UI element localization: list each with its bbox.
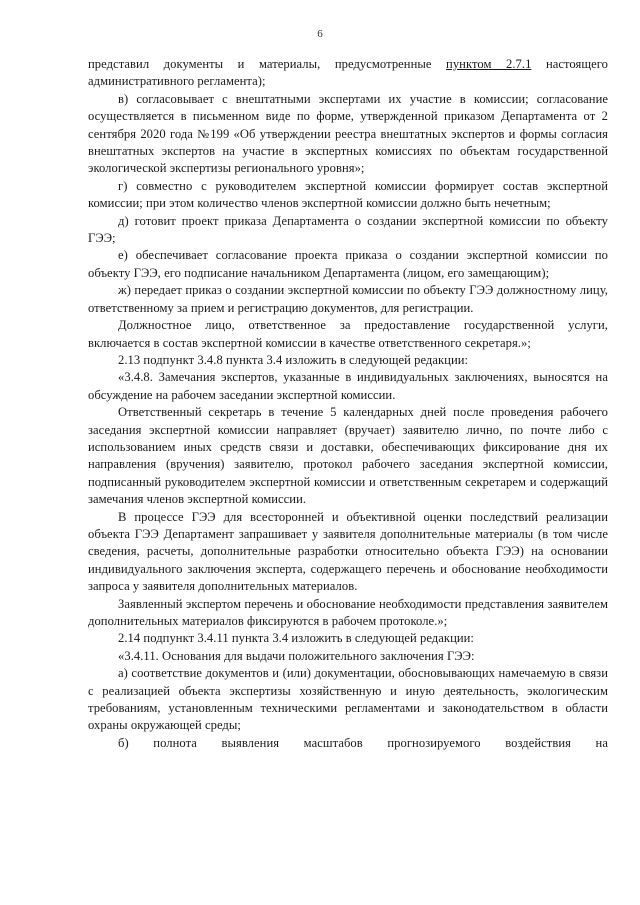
paragraph (88, 247, 608, 282)
paragraph-text: Заявленный экспертом перечень и обоснование необходимости представления заявителем дополнительных материалов фиксируются в рабочем протоколе.»; (88, 596, 608, 628)
paragraph (88, 282, 608, 317)
paragraph (88, 648, 608, 665)
paragraph-text: представил документы и материалы, предусмотренные (88, 57, 447, 71)
paragraph (88, 630, 608, 647)
paragraph (88, 178, 608, 213)
document-body (88, 56, 608, 752)
paragraph-text: Ответственный секретарь в течение 5 календарных дней после проведения рабочего заседания экспертной комиссии направляет (вручает) заявителю лично, по почте либо с использованием иных средств связи и доставки, обеспечивающих фиксирование дня их направления (вручения) заявителю, протокол рабочего заседания экспертной комиссии, подписанный руководителем экспертной комиссии и ответственным секретарем и содержащий замечания членов экспертной комиссии. (88, 405, 608, 507)
paragraph-text: Должностное лицо, ответственное за предоставление государственной услуги, включается в состав экспертной комиссии в качестве ответственного секретаря.»; (88, 318, 608, 350)
paragraph-text: «3.4.11. Основания для выдачи положительного заключения ГЭЭ: (118, 648, 475, 663)
paragraph-text: В процессе ГЭЭ для всесторонней и объективной оценки последствий реализации объекта ГЭЭ Департамент запрашивает у заявителя дополнительные материалы (в том числе сведения, расчеты, дополнительные разработки относительно объекта ГЭЭ) на основании индивидуального заключения эксперта, содержащего перечень и обоснование необходимости запроса у заявителя дополнительных материалов. (88, 509, 608, 594)
paragraph (88, 735, 608, 752)
paragraph-text: в) согласовывает с внештатными экспертами их участие в комиссии; согласование осуществляется в письменном виде по форме, утвержденной приказом Департамента от 2 сентября 2020 года №199 «Об утверждении реестра внештатных экспертов и формы согласия внештатных экспертов на участие в экспертных комиссиях по объектам государственной экологической экспертизы регионального уровня»; (88, 91, 608, 176)
paragraph (88, 56, 608, 91)
reference-link[interactable]: пунктом 2.7.1 (446, 57, 532, 71)
page-number: 6 (317, 28, 323, 40)
paragraph-text: б) полнота выявления масштабов прогнозируемого воздействия на (118, 735, 608, 750)
paragraph-text: 2.13 подпункт 3.4.8 пункта 3.4 изложить в следующей редакции: (118, 352, 469, 367)
paragraph-text: ж) передает приказ о создании экспертной комиссии по объекту ГЭЭ должностному лицу, ответственному за прием и регистрацию документов, для регистрации. (88, 283, 608, 315)
paragraph (88, 369, 608, 404)
paragraph-text: г) совместно с руководителем экспертной комиссии формирует состав экспертной комиссии; при этом количество членов экспертной комиссии должно быть нечетным; (88, 178, 608, 211)
paragraph (88, 213, 608, 248)
paragraph-text: «3.4.8. Замечания экспертов, указанные в индивидуальных заключениях, выносятся на обсуждение на рабочем заседании экспертной комиссии. (88, 370, 608, 402)
paragraph-text: 2.14 подпункт 3.4.11 пункта 3.4 изложить в следующей редакции: (118, 631, 474, 646)
paragraph (88, 509, 608, 596)
paragraph (88, 317, 608, 352)
paragraph (88, 352, 608, 369)
paragraph-text: д) готовит проект приказа Департамента о создании экспертной комиссии по объекту ГЭЭ; (88, 213, 608, 246)
paragraph (88, 404, 608, 508)
paragraph-text: а) соответствие документов и (или) документации, обосновывающих намечаемую в связи с реализацией объекта экспертизы хозяйственную и иную деятельность, экологическим требованиям, установленным техническими регламентами и законодательством в области охраны окружающей среды; (88, 666, 608, 733)
paragraph-text: е) обеспечивает согласование проекта приказа о создании экспертной комиссии по объекту ГЭЭ, его подписание начальником Департамента (лицом, его замещающим); (88, 248, 608, 280)
paragraph (88, 665, 608, 735)
paragraph-text: настоящего административного регламента); (88, 57, 608, 89)
paragraph (88, 91, 608, 178)
paragraph (88, 596, 608, 631)
